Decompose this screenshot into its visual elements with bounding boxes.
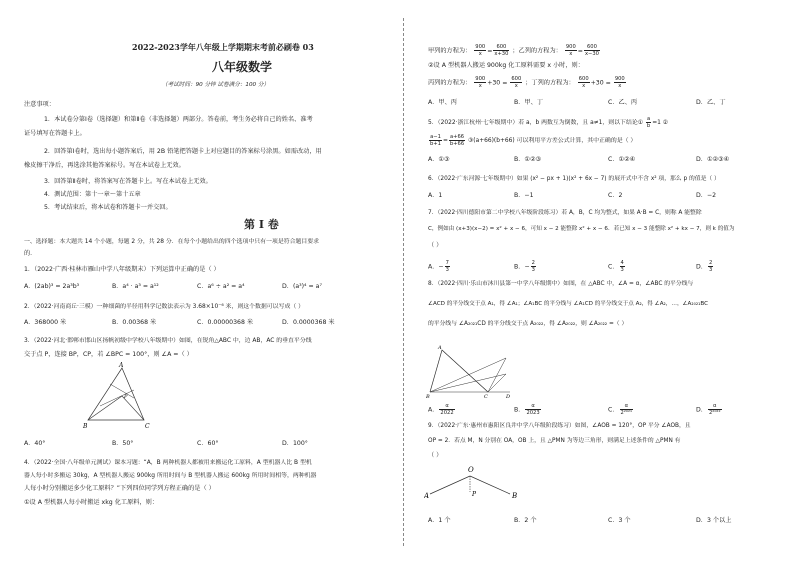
label-d: D [506,394,511,398]
fraction: $\frac{900}{x}$ [475,76,486,89]
q4-bing-ding-line: 丙列的方程为： $\frac{900}{x}$ +30 = $\frac{600}{x}$ ；丁列的方程为： $\frac{600}{x}$ +30 = $\frac{900}{x}$ [428,76,625,89]
q1-option-b[interactable]: B．a⁴ · a³ = a¹² [112,283,159,290]
exam-title: 2022-2023学年八年级上学期期末考前必刷卷 03 [132,42,314,52]
question-7-stem-2: C，例如由 (x+3)(x−2) = x² + x − 6，可知 x − 2 能整除 x² + x − 6．若已知 x − 3 能整除 x² + kx − 7，则 k 的值为 [428,226,735,232]
label-a: A [438,345,442,351]
q9-option-b[interactable]: B．2 个 [514,517,537,524]
note-line: 5．考试结束后，将本试卷和答题卡一并交回。 [44,204,172,211]
section-title: 第 Ⅰ 卷 [244,218,279,231]
q4-option-c[interactable]: C．乙、丙 [608,99,638,106]
q3-figure [82,362,162,430]
question-4-stem: 4．（2022·全国·八年级单元测试）课本习题：“A，B 两种机器人都被用来搬运化工原料，A 型机器人比 B 型机 [24,460,312,466]
question-3-stem-2: 交于点 P，连接 BP，CP，若 ∠BPC = 100°，则 ∠A =（ ） [24,351,193,358]
fraction: $\frac{\alpha}{2022}$ [440,403,454,416]
label-b: B [512,492,518,500]
q7-option-b[interactable]: B．− $\frac{2}{3}$ [514,260,535,273]
q2-option-a[interactable]: A．368000 米 [24,319,67,326]
fraction: $\frac{\alpha}{\text{2²⁰²¹}}$ [620,403,633,416]
section-instructions: 一、选择题：本大题共 14 个小题，每题 2 分，共 28 分．在每个小题给出的四个选项中只有一项是符合题目要求 [24,239,320,245]
question-1-stem: 1．（2022·广西·桂林市雁山中学八年级期末）下列运算中正确的是（ ） [24,266,220,273]
note-line: 1．本试卷分第Ⅰ卷（选择题）和第Ⅱ卷（非选择题）两部分。答卷前，考生务必将自己的姓名、准考 [44,116,313,123]
q8-option-c[interactable]: C． $\frac{\alpha}{\text{2²⁰²¹}}$ [608,403,633,416]
q7-option-a[interactable]: A．− $\frac{7}{3}$ [428,260,449,273]
q3-option-a[interactable]: A．40° [24,440,46,447]
q4-bing-label: 丙列的方程为： [428,79,472,87]
q3-option-c[interactable]: C．60° [197,440,219,447]
q7-option-c[interactable]: C． $\frac{4}{3}$ [608,260,624,273]
fraction: $\frac{\alpha}{\text{2²⁰²²}}$ [708,403,721,416]
q2-option-b[interactable]: B．0.00368 米 [112,319,157,326]
segment-bp [88,396,122,420]
q9-figure [424,462,520,512]
q9-option-c[interactable]: C．3 个 [608,517,631,524]
q8-figure [426,342,512,398]
q4-jia-yi-line: 甲列的方程为： $\frac{900}{x}$ = $\frac{600}{x+30}$ ；乙列的方程为： $\frac{900}{x}$ = $\frac{600}{x-30}$ [428,44,599,57]
note-line: 2．回答第Ⅰ卷时，选出每小题答案后，用 2B 铅笔把答题卡上对应题目的答案标号涂黑。如需改动，用 [44,148,322,155]
q6-option-a[interactable]: A．1 [428,192,443,199]
q1-option-c[interactable]: C．a⁶ ÷ a² = a⁴ [197,283,245,290]
fraction: $\frac{600}{x+30}$ [494,44,509,57]
fraction: $\frac{900}{x}$ [475,44,486,57]
q6-option-b[interactable]: B．−1 [514,192,534,199]
question-9-stem-2: OP = 2．若点 M，N 分别在 OA，OB 上，且 △PMN 为等边三角形，则满足上述条件的 △PMN 有 [428,438,681,444]
question-8-stem-2: ∠ACD 的平分线交于点 A₁，得 ∠A₁；∠A₁BC 的平分线与 ∠A₁CD 的平分线交于点 A₂，得 ∠A₂，…，∠A₂₀₂₁BC [428,301,708,307]
label-b: B [426,394,430,398]
q5-option-a[interactable]: A．①③ [428,156,450,163]
fraction: $\frac{a+66}{b+66}$ [449,134,465,147]
q7-option-d[interactable]: D． $\frac{2}{3}$ [696,260,713,273]
question-9-stem: 9．（2022·广东·惠州市惠阳区良井中学八年级阶段练习）如图，∠AOB = 120°，OP 平分 ∠AOB，且 [428,423,691,429]
question-8-stem-3: 的平分线与 ∠A₂₀₂₁CD 的平分线交于点 A₂₀₂₂，得 ∠A₂₀₂₂，则 ∠A₂₀₂₂ =（ ） [428,321,628,327]
q9-option-d[interactable]: D．3 个以上 [696,517,732,524]
q4-option-a[interactable]: A．甲、丙 [428,99,457,106]
question-6-stem: 6．（2022·广东河源·七年级期中）如果 (x² − px + 1)(x² + 6x − 7) 的展开式中不含 x² 项，那么 p 的值是（ ） [428,176,720,182]
q8-option-b[interactable]: B． $\frac{\alpha}{2023}$ [514,403,540,416]
question-8-stem: 8．（2022·四川·乐山市沐川县第一中学八年级期中）如图，在 △ABC 中，∠A = α，∠ABC 的平分线与 [428,281,694,287]
fraction: $\frac{600}{x-30}$ [584,44,599,57]
left-column [12,0,382,562]
bisector-3 [488,358,506,392]
q3-option-d[interactable]: D．100° [282,440,308,447]
fraction: $\frac{a-1}{b+1}$ [430,134,441,147]
fraction: $\frac{7}{3}$ [445,260,449,273]
fraction: $\frac{a}{b}$ [646,116,651,129]
q2-option-d[interactable]: D．0.0000368 米 [282,319,335,326]
q5-option-c[interactable]: C．①②④ [608,156,636,163]
question-7-stem-3: （ ） [428,242,443,249]
ray-oa [430,476,470,494]
exam-subtitle: 八年级数学 [212,60,273,74]
fraction: $\frac{2}{3}$ [708,260,713,273]
label-b: B [83,423,88,430]
notes-heading: 注意事项： [24,101,55,108]
q4-ding-label: ；丁列的方程为： [525,79,575,87]
label-p: P [124,394,128,400]
q4-jia-label: 甲列的方程为： [428,47,472,55]
q4-yi-label: ；乙列的方程为： [512,47,562,55]
side-ac [442,350,488,392]
fraction: $\frac{\alpha}{2023}$ [526,403,540,416]
q6-option-c[interactable]: C．2 [608,192,623,199]
question-9-stem-3: （ ） [428,452,443,459]
q3-option-b[interactable]: B．50° [112,440,134,447]
question-7-stem: 7．（2022·四川德阳市第二中学校八年级阶段练习）若 A，B，C 均为整式，如果 A·B = C，则称 A 能整除 [428,210,702,216]
fraction: $\frac{900}{x}$ [614,76,625,89]
q8-option-d[interactable]: D． $\frac{\alpha}{\text{2²⁰²²}}$ [696,403,721,416]
question-3-stem: 3．（2022·河北·邯郸市邯山区扬帆初级中学校八年级期中）如图，在锐角△ABC 中，边 AB，AC 的垂直平分线 [24,338,312,344]
label-p: P [472,491,477,498]
note-line: 3．回答第Ⅱ卷时，将答案写在答题卡上。写在本试卷上无效。 [44,178,212,185]
fraction: $\frac{600}{x}$ [578,76,589,89]
label-c: C [484,394,488,398]
triangle-abc [430,350,488,392]
fraction: $\frac{600}{x}$ [511,76,522,89]
bisector-2 [430,374,506,392]
q5-option-d[interactable]: D．①②③④ [696,156,730,163]
fraction: $\frac{900}{x}$ [565,44,576,57]
q1-option-a[interactable]: A．(2ab)³ = 2a³b³ [24,283,80,290]
note-line: 证号填写在答题卡上。 [24,130,86,137]
q4-option-b[interactable]: B．甲、丁 [514,99,543,106]
right-column [418,0,788,562]
question-4-stem-4: ①设 A 型机器人每小时搬运 xkg 化工原料，则： [24,499,159,506]
fraction: $\frac{2}{3}$ [531,260,535,273]
note-line: 4．测试范围：第十一章～第十五章 [44,191,141,198]
q5-option-b[interactable]: B．①②③ [514,156,542,163]
question-5-stem: 5．（2022·浙江杭州·七年级期中）若 a，b 两数互为倒数，且 a≠1，则以下结论① $\frac{a}{b}$ =1 ② [428,116,669,129]
q2-option-c[interactable]: C．0.00000368 米 [197,319,254,326]
label-c: C [145,423,150,430]
label-o: O [468,466,474,474]
exam-info: （考试时间：90 分钟 试卷满分：100 分） [162,82,270,88]
label-a: A [119,362,124,369]
section-instructions-tail: 的． [24,250,37,257]
q4-option-d[interactable]: D．乙、丁 [696,99,726,106]
triangle-abc [88,368,144,420]
bisector-1 [430,358,506,392]
question-4-stem-2: 器人每小时多搬运 30kg，A 型机器人搬运 900kg 所用时间与 B 型机器人搬运 600kg 所用时间相等，两种机器 [24,473,317,479]
question-5-stem-2: $\frac{a-1}{b+1}$ = $\frac{a+66}{b+66}$ ③(a+66)(b+66) 可以利用平方差公式计算，其中正确的是（ ） [430,134,637,147]
bisector-4 [488,374,506,392]
note-line: 橡皮擦干净后，再选涂其他答案标号。写在本试卷上无效。 [24,162,185,169]
q1-option-d[interactable]: D．(a³)⁴ = a⁷ [282,283,322,290]
q8-option-a[interactable]: A． $\frac{\alpha}{2022}$ [428,403,454,416]
question-2-stem: 2．（2022·河南商丘·三模）一种细菌的半径用科学记数法表示为 3.68×10⁻⁶ 米，则这个数据可以写成（ ） [24,304,305,310]
label-a: A [424,492,430,500]
column-divider [403,18,404,546]
q9-option-a[interactable]: A．1 个 [428,517,451,524]
fraction: $\frac{4}{3}$ [620,260,624,273]
q4-part2-line: ②设 A 型机器人搬运 900kg 化工原料需要 x 小时，则： [428,62,584,69]
question-4-stem-3: 人每小时分别搬运多少化工原料？”下列四位同学列方程正确的是（ ） [24,485,215,492]
q6-option-d[interactable]: D．−2 [696,192,717,199]
